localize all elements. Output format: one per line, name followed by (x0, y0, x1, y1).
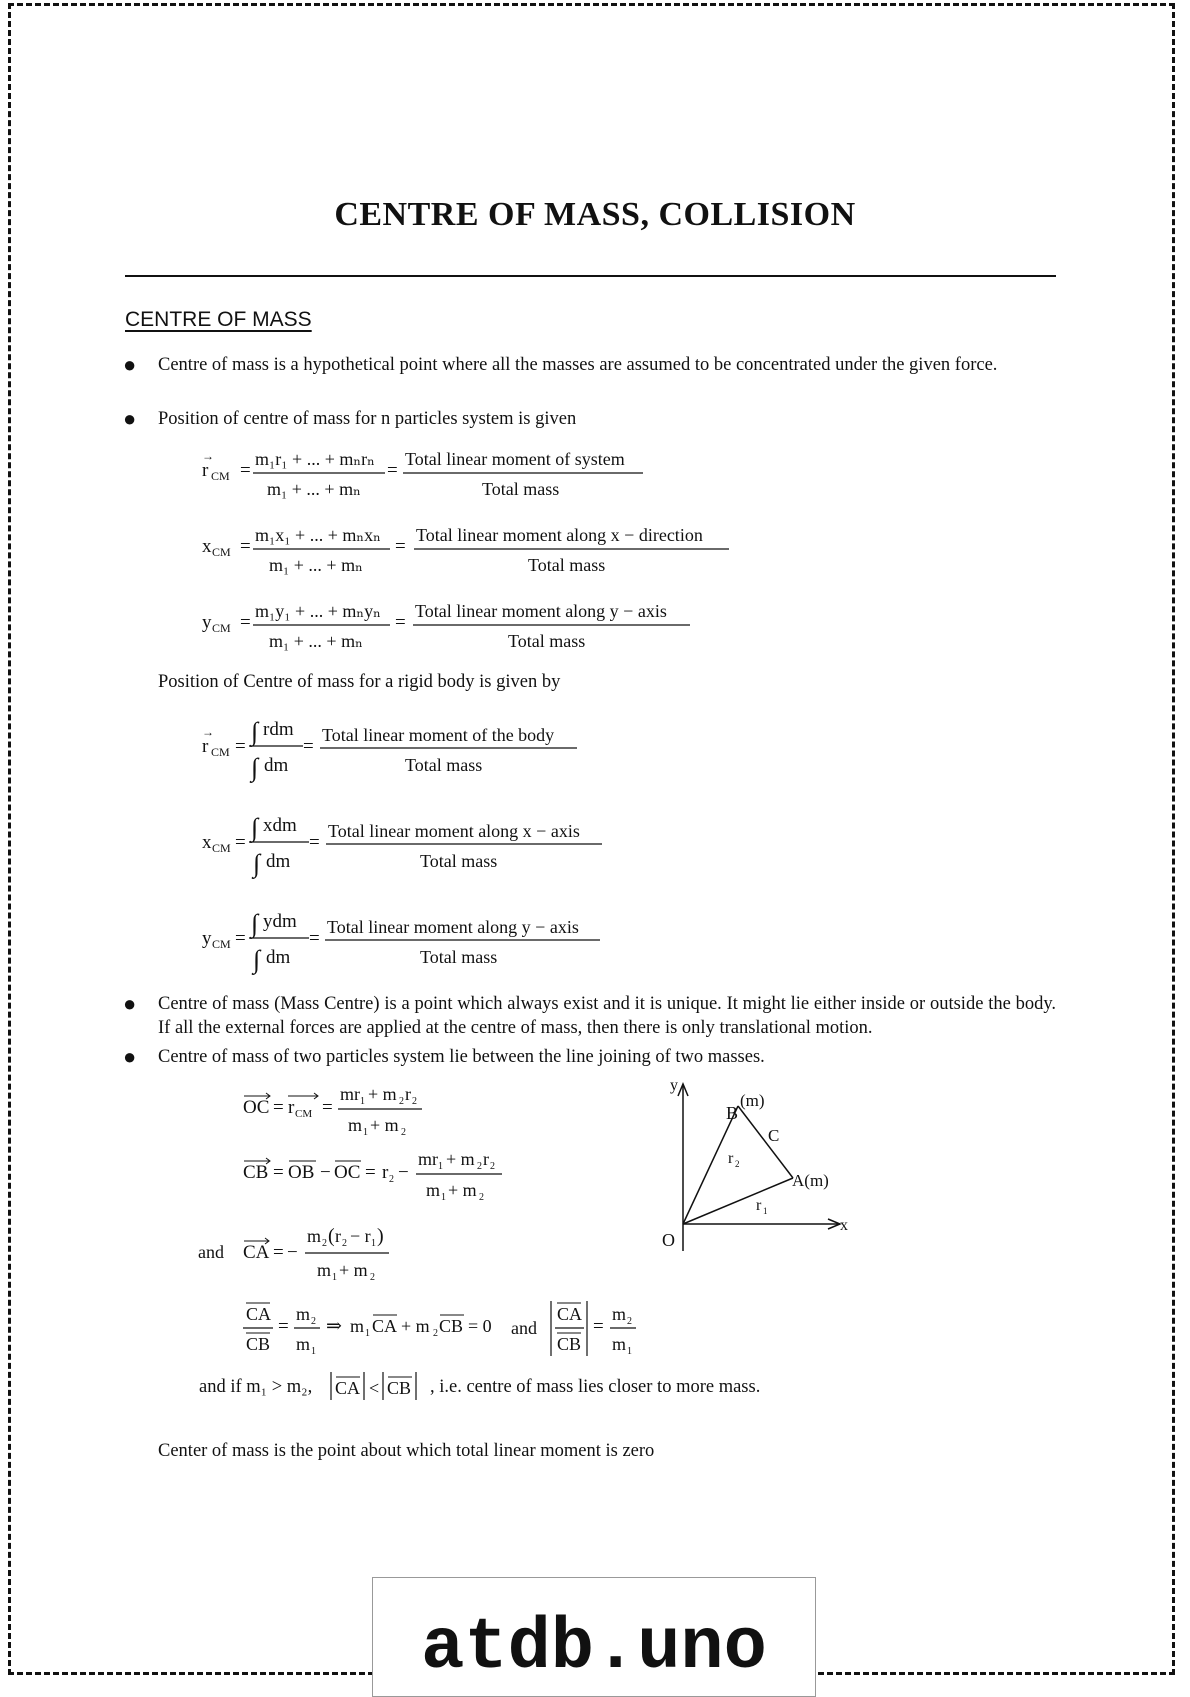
svg-text:CB: CB (439, 1316, 464, 1336)
y-axis-label: y (670, 1077, 678, 1094)
svg-text:−: − (287, 1242, 298, 1263)
svg-text:=: = (365, 1162, 376, 1183)
bullet-icon: ● (123, 406, 137, 431)
equation-x-cm-rigid (195, 806, 635, 886)
point-a-label: A(m) (792, 1171, 829, 1190)
svg-text:=: = (240, 536, 251, 557)
svg-text:=: = (309, 928, 320, 949)
vector-r1-label: r (756, 1197, 762, 1214)
svg-text:CA: CA (335, 1378, 361, 1398)
svg-text:2: 2 (342, 1238, 347, 1249)
equation-y-cm-particles (195, 592, 715, 662)
page-title: CENTRE OF MASS, COLLISION (334, 196, 856, 233)
bullet-text-4: Centre of mass of two particles system lie between the line joining of two masses. (158, 1047, 765, 1067)
svg-text:=: = (387, 460, 398, 481)
svg-text:m₁ + ... + mₙ: m₁ + ... + mₙ (269, 555, 363, 575)
svg-text:Total mass: Total mass (508, 631, 586, 651)
svg-text:CM: CM (211, 469, 230, 483)
svg-text:=: = (273, 1162, 284, 1183)
svg-text:r: r (288, 1097, 295, 1118)
equation-cb (240, 1140, 530, 1203)
svg-text:=: = (273, 1097, 284, 1118)
svg-text:m: m (350, 1316, 365, 1336)
svg-text:m: m (307, 1226, 322, 1246)
inequality-ca-cb (328, 1368, 428, 1404)
svg-text:mr: mr (340, 1084, 360, 1104)
svg-text:∫: ∫ (253, 945, 261, 974)
svg-text:ydm: ydm (263, 911, 297, 932)
svg-text:m: m (317, 1260, 332, 1280)
equation-y-cm-rigid (195, 902, 635, 982)
svg-text:=: = (303, 736, 314, 757)
svg-text:m: m (296, 1334, 311, 1354)
svg-text:Total linear moment of the bod: Total linear moment of the body (322, 725, 555, 745)
svg-text:2: 2 (399, 1096, 404, 1107)
svg-text:r: r (483, 1149, 489, 1169)
bullet-icon: ● (123, 991, 137, 1016)
svg-text:y: y (202, 928, 212, 949)
svg-text:=: = (235, 928, 246, 949)
svg-text:OC: OC (334, 1162, 361, 1183)
svg-text:− r: − r (350, 1226, 371, 1246)
svg-text:Total mass: Total mass (420, 947, 498, 967)
svg-text:=: = (322, 1097, 333, 1118)
svg-text:Total linear moment along x −: Total linear moment along x − axis (328, 821, 580, 841)
mass-b-label: (m) (740, 1091, 765, 1110)
svg-text:OC: OC (243, 1097, 270, 1118)
svg-text:+ m: + m (401, 1316, 430, 1336)
point-b-label: B (726, 1103, 739, 1123)
svg-text:1: 1 (311, 1346, 316, 1357)
vector-r2-label: r (728, 1150, 734, 1167)
svg-text:Total mass: Total mass (528, 555, 606, 575)
svg-text:Total linear moment of system: Total linear moment of system (405, 449, 625, 469)
svg-text:dm: dm (264, 755, 289, 776)
svg-text:∫: ∫ (253, 849, 261, 878)
point-c-label: C (768, 1126, 780, 1145)
svg-text:1: 1 (441, 1192, 446, 1203)
equation-oc (240, 1078, 470, 1138)
svg-text:+ m: + m (370, 1115, 399, 1135)
svg-text:2: 2 (370, 1272, 375, 1283)
svg-text:m: m (296, 1304, 311, 1324)
vector-r1-line (683, 1178, 793, 1224)
svg-text:2: 2 (412, 1096, 417, 1107)
svg-text:Total mass: Total mass (420, 851, 498, 871)
svg-text:+ m: + m (339, 1260, 368, 1280)
final-statement: Center of mass is the point about which total linear moment is zero (158, 1441, 655, 1461)
svg-text:1: 1 (763, 1206, 768, 1216)
svg-text:m: m (426, 1180, 441, 1200)
watermark-text: atdb.uno (421, 1607, 767, 1689)
svg-text:=: = (309, 832, 320, 853)
svg-text:CM: CM (211, 745, 230, 759)
bullet-text-2: Position of centre of mass for n particles system is given (158, 409, 577, 429)
svg-text:and: and (511, 1318, 537, 1338)
svg-text:∫: ∫ (251, 753, 259, 782)
svg-text:(: ( (328, 1225, 335, 1247)
svg-text:2: 2 (389, 1174, 394, 1185)
svg-text:1: 1 (363, 1127, 368, 1138)
svg-text:r: r (202, 736, 209, 757)
svg-text:Total linear moment along x −: Total linear moment along x − direction (416, 525, 703, 545)
equation-x-cm-particles (195, 516, 755, 586)
svg-text:r: r (335, 1226, 341, 1246)
svg-text:OB: OB (288, 1162, 315, 1183)
bullet-text-3: Centre of mass (Mass Centre) is a point which always exist and it is unique. It might lie either inside or outside the body. If all the external forces are applied at the centre of mass, then there is only translational motion. (158, 994, 1056, 1038)
svg-text:m₁ + ... + mₙ: m₁ + ... + mₙ (269, 631, 363, 651)
svg-text:Total mass: Total mass (405, 755, 483, 775)
svg-text:2: 2 (322, 1238, 327, 1249)
svg-text:r: r (405, 1084, 411, 1104)
svg-text:1: 1 (627, 1346, 632, 1357)
rigid-body-intro: Position of Centre of mass for a rigid body is given by (158, 672, 561, 692)
svg-text:m: m (612, 1304, 627, 1324)
svg-text:Total linear moment along y −: Total linear moment along y − axis (415, 601, 667, 621)
x-axis-label: x (840, 1217, 848, 1234)
svg-text:2: 2 (627, 1316, 632, 1327)
svg-text:1: 1 (371, 1238, 376, 1249)
svg-text:and: and (198, 1242, 224, 1262)
svg-text:+ m: + m (446, 1149, 475, 1169)
svg-text:r: r (382, 1162, 389, 1183)
svg-text:=: = (235, 832, 246, 853)
bullet-text-1: Centre of mass is a hypothetical point where all the masses are assumed to be concentrated under the given force. (158, 355, 998, 375)
svg-text:CM: CM (212, 545, 231, 559)
svg-text:r: r (202, 460, 209, 481)
svg-text:x: x (202, 832, 212, 853)
svg-text:Total mass: Total mass (482, 479, 560, 499)
equation-ratio (240, 1296, 660, 1360)
svg-text:CA: CA (557, 1304, 583, 1324)
svg-text:−: − (398, 1162, 409, 1183)
svg-text:2: 2 (479, 1192, 484, 1203)
svg-text:<: < (369, 1378, 380, 1398)
svg-text:y: y (202, 612, 212, 633)
svg-text:∫: ∫ (251, 909, 259, 938)
svg-text:= 0: = 0 (468, 1316, 492, 1336)
svg-text:2: 2 (311, 1316, 316, 1327)
conclusion-prefix: and if m₁ > m₂, (199, 1377, 313, 1397)
svg-text:CB: CB (243, 1162, 269, 1183)
svg-text:→: → (202, 449, 214, 463)
svg-text:rdm: rdm (263, 719, 294, 740)
svg-text:+ m: + m (448, 1180, 477, 1200)
svg-text:CM: CM (212, 621, 231, 635)
bullet-icon: ● (123, 352, 137, 377)
svg-text:2: 2 (490, 1161, 495, 1172)
svg-text:∫: ∫ (251, 813, 259, 842)
svg-text:CM: CM (295, 1108, 313, 1120)
svg-text:1: 1 (332, 1272, 337, 1283)
title-divider (125, 275, 1056, 277)
svg-text:m: m (348, 1115, 363, 1135)
svg-text:=: = (395, 612, 406, 633)
svg-text:1: 1 (365, 1328, 370, 1339)
svg-text:CA: CA (246, 1304, 272, 1324)
svg-text:x: x (202, 536, 212, 557)
svg-text:dm: dm (266, 947, 291, 968)
svg-text:=: = (593, 1316, 604, 1337)
svg-text:=: = (278, 1316, 289, 1337)
svg-text:=: = (240, 612, 251, 633)
equation-r-cm-rigid (195, 710, 615, 790)
equation-ca (195, 1218, 435, 1282)
svg-text:+ m: + m (368, 1084, 397, 1104)
conclusion-suffix: , i.e. centre of mass lies closer to more mass. (430, 1377, 761, 1397)
svg-text:xdm: xdm (263, 815, 297, 836)
svg-text:2: 2 (401, 1127, 406, 1138)
svg-text:CB: CB (387, 1378, 412, 1398)
svg-text:CM: CM (212, 841, 231, 855)
svg-text:1: 1 (360, 1096, 365, 1107)
svg-text:=: = (273, 1242, 284, 1263)
svg-text:CB: CB (557, 1334, 582, 1354)
svg-text:1: 1 (438, 1161, 443, 1172)
svg-text:): ) (377, 1225, 384, 1247)
svg-text:m₁r₁ + ... + mₙrₙ: m₁r₁ + ... + mₙrₙ (255, 449, 375, 469)
svg-text:=: = (395, 536, 406, 557)
svg-text:2: 2 (735, 1159, 740, 1169)
svg-text:∫: ∫ (251, 717, 259, 746)
svg-text:m: m (612, 1334, 627, 1354)
bullet-icon: ● (123, 1044, 137, 1069)
svg-text:=: = (235, 736, 246, 757)
svg-text:CA: CA (372, 1316, 398, 1336)
svg-text:⇒: ⇒ (326, 1316, 342, 1337)
equation-r-cm-particles (195, 440, 665, 510)
origin-label: O (662, 1230, 675, 1250)
svg-text:Total linear moment along y −: Total linear moment along y − axis (327, 917, 579, 937)
svg-text:→: → (202, 725, 214, 739)
segment-ab-line (738, 1106, 793, 1178)
svg-text:=: = (240, 460, 251, 481)
svg-text:mr: mr (418, 1149, 438, 1169)
vector-diagram (650, 1076, 860, 1256)
svg-text:2: 2 (433, 1328, 438, 1339)
svg-text:m₁x₁ + ... + mₙxₙ: m₁x₁ + ... + mₙxₙ (255, 525, 381, 545)
svg-text:m₁ + ... + mₙ: m₁ + ... + mₙ (267, 479, 361, 499)
svg-text:CM: CM (212, 937, 231, 951)
svg-text:−: − (320, 1162, 331, 1183)
svg-text:CB: CB (246, 1334, 271, 1354)
svg-text:dm: dm (266, 851, 291, 872)
svg-text:CA: CA (243, 1242, 270, 1263)
svg-text:2: 2 (477, 1161, 482, 1172)
svg-text:m₁y₁ + ... + mₙyₙ: m₁y₁ + ... + mₙyₙ (255, 601, 381, 621)
section-heading: CENTRE OF MASS (125, 308, 312, 331)
